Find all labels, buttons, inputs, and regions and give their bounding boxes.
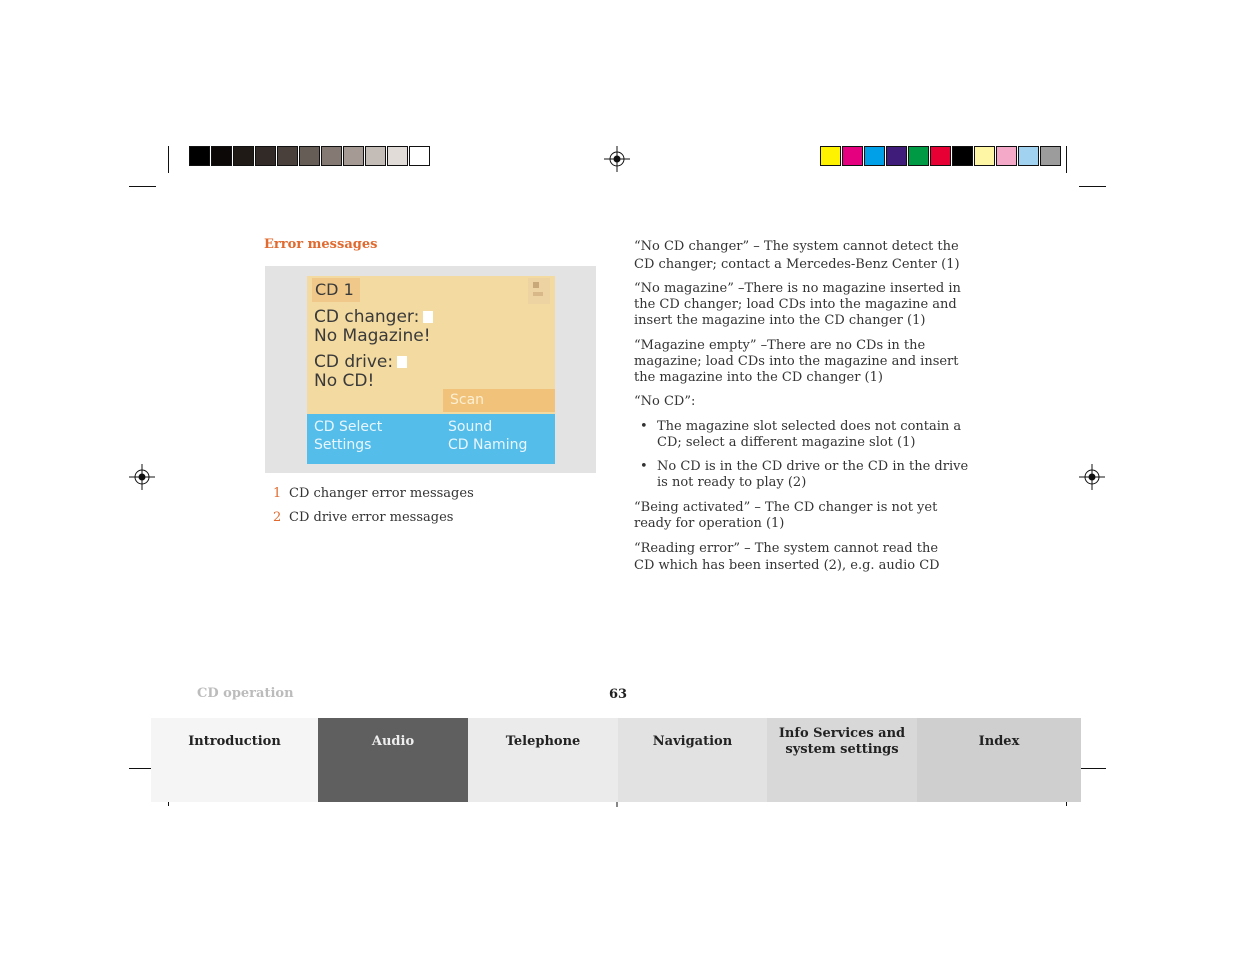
registration-mark-icon	[1079, 464, 1105, 490]
screen-line-1: CD changer:	[314, 308, 433, 327]
tab-navigation[interactable]: Navigation	[618, 718, 767, 802]
color-swatch	[820, 146, 841, 166]
tab-introduction[interactable]: Introduction	[151, 718, 318, 802]
color-swatch	[974, 146, 995, 166]
menu-cd-select: CD Select	[314, 419, 383, 435]
color-swatch	[996, 146, 1017, 166]
paragraph: “No magazine” –There is no magazine inserted in the CD changer; load CDs into the magazine and insert the magazine into the CD changer (1)	[634, 281, 961, 328]
color-swatch	[1040, 146, 1061, 166]
bullet-icon: •	[640, 459, 648, 474]
color-swatch	[277, 146, 298, 166]
crop-mark	[1079, 768, 1106, 769]
screen-menu	[307, 414, 555, 464]
tab-telephone[interactable]: Telephone	[468, 718, 618, 802]
paragraph: “No CD”:	[634, 394, 696, 409]
color-swatch	[908, 146, 929, 166]
cd-tab-label: CD 1	[312, 278, 360, 302]
section-title: Error messages	[264, 237, 378, 252]
color-swatch	[321, 146, 342, 166]
caption-text: CD changer error messages	[289, 486, 474, 501]
registration-mark-icon	[604, 146, 630, 172]
page-number: 63	[609, 687, 628, 702]
crop-mark	[1066, 146, 1067, 173]
tab-audio[interactable]: Audio	[318, 718, 468, 802]
color-swatch	[365, 146, 386, 166]
color-swatch	[233, 146, 254, 166]
caption-number: 1	[273, 486, 282, 501]
paragraph: “No CD changer” – The system cannot detect the CD changer; contact a Mercedes-Benz Center (1)	[634, 239, 960, 272]
display-screen	[307, 276, 555, 464]
paragraph: “Reading error” – The system cannot read the CD which has been inserted (2), e.g. audio CD	[634, 541, 940, 573]
color-swatch	[211, 146, 232, 166]
magazine-icon	[528, 278, 550, 304]
crop-mark	[168, 146, 169, 173]
callout-marker-2	[397, 356, 407, 368]
color-swatch	[1018, 146, 1039, 166]
caption-item	[273, 510, 453, 526]
color-swatch	[930, 146, 951, 166]
paragraph: “Being activated” – The CD changer is not yet ready for operation (1)	[634, 500, 938, 531]
color-swatch	[189, 146, 210, 166]
color-swatch	[864, 146, 885, 166]
tab-index[interactable]: Index	[917, 718, 1081, 802]
callout-marker-1	[423, 311, 433, 323]
tab-info-services[interactable]: Info Services and system settings	[767, 718, 917, 802]
caption-text: CD drive error messages	[289, 510, 454, 525]
bullet-item: • No CD is in the CD drive or the CD in the drive is not ready to play (2)	[640, 459, 969, 490]
color-swatch	[299, 146, 320, 166]
screen-line-3: CD drive:	[314, 353, 407, 372]
grayscale-color-bar	[189, 146, 431, 166]
bullet-item: • The magazine slot selected does not contain a CD; select a different magazine slot (1)	[640, 419, 962, 450]
color-swatch	[255, 146, 276, 166]
color-swatch	[387, 146, 408, 166]
caption-item	[273, 486, 474, 502]
bullet-icon: •	[640, 419, 648, 434]
crop-mark	[129, 186, 156, 187]
caption-number: 2	[273, 510, 282, 525]
menu-sound: Sound	[448, 419, 493, 435]
color-swatch	[952, 146, 973, 166]
screen-line-4: No CD!	[314, 371, 375, 391]
color-swatch	[886, 146, 907, 166]
paragraph: “Magazine empty” –There are no CDs in the magazine; load CDs into the magazine and insert the magazine into the CD changer (1)	[634, 338, 959, 385]
process-color-bar	[820, 146, 1062, 166]
menu-settings: Settings	[314, 437, 372, 453]
menu-cd-naming: CD Naming	[448, 437, 528, 453]
footer-section-label: CD operation	[197, 686, 294, 701]
color-swatch	[343, 146, 364, 166]
color-swatch	[842, 146, 863, 166]
color-swatch	[409, 146, 430, 166]
scan-softkey: Scan	[443, 389, 555, 412]
chapter-tabs	[151, 718, 1081, 802]
crop-mark	[1079, 186, 1106, 187]
registration-mark-icon	[129, 464, 155, 490]
screen-line-2: No Magazine!	[314, 326, 431, 346]
